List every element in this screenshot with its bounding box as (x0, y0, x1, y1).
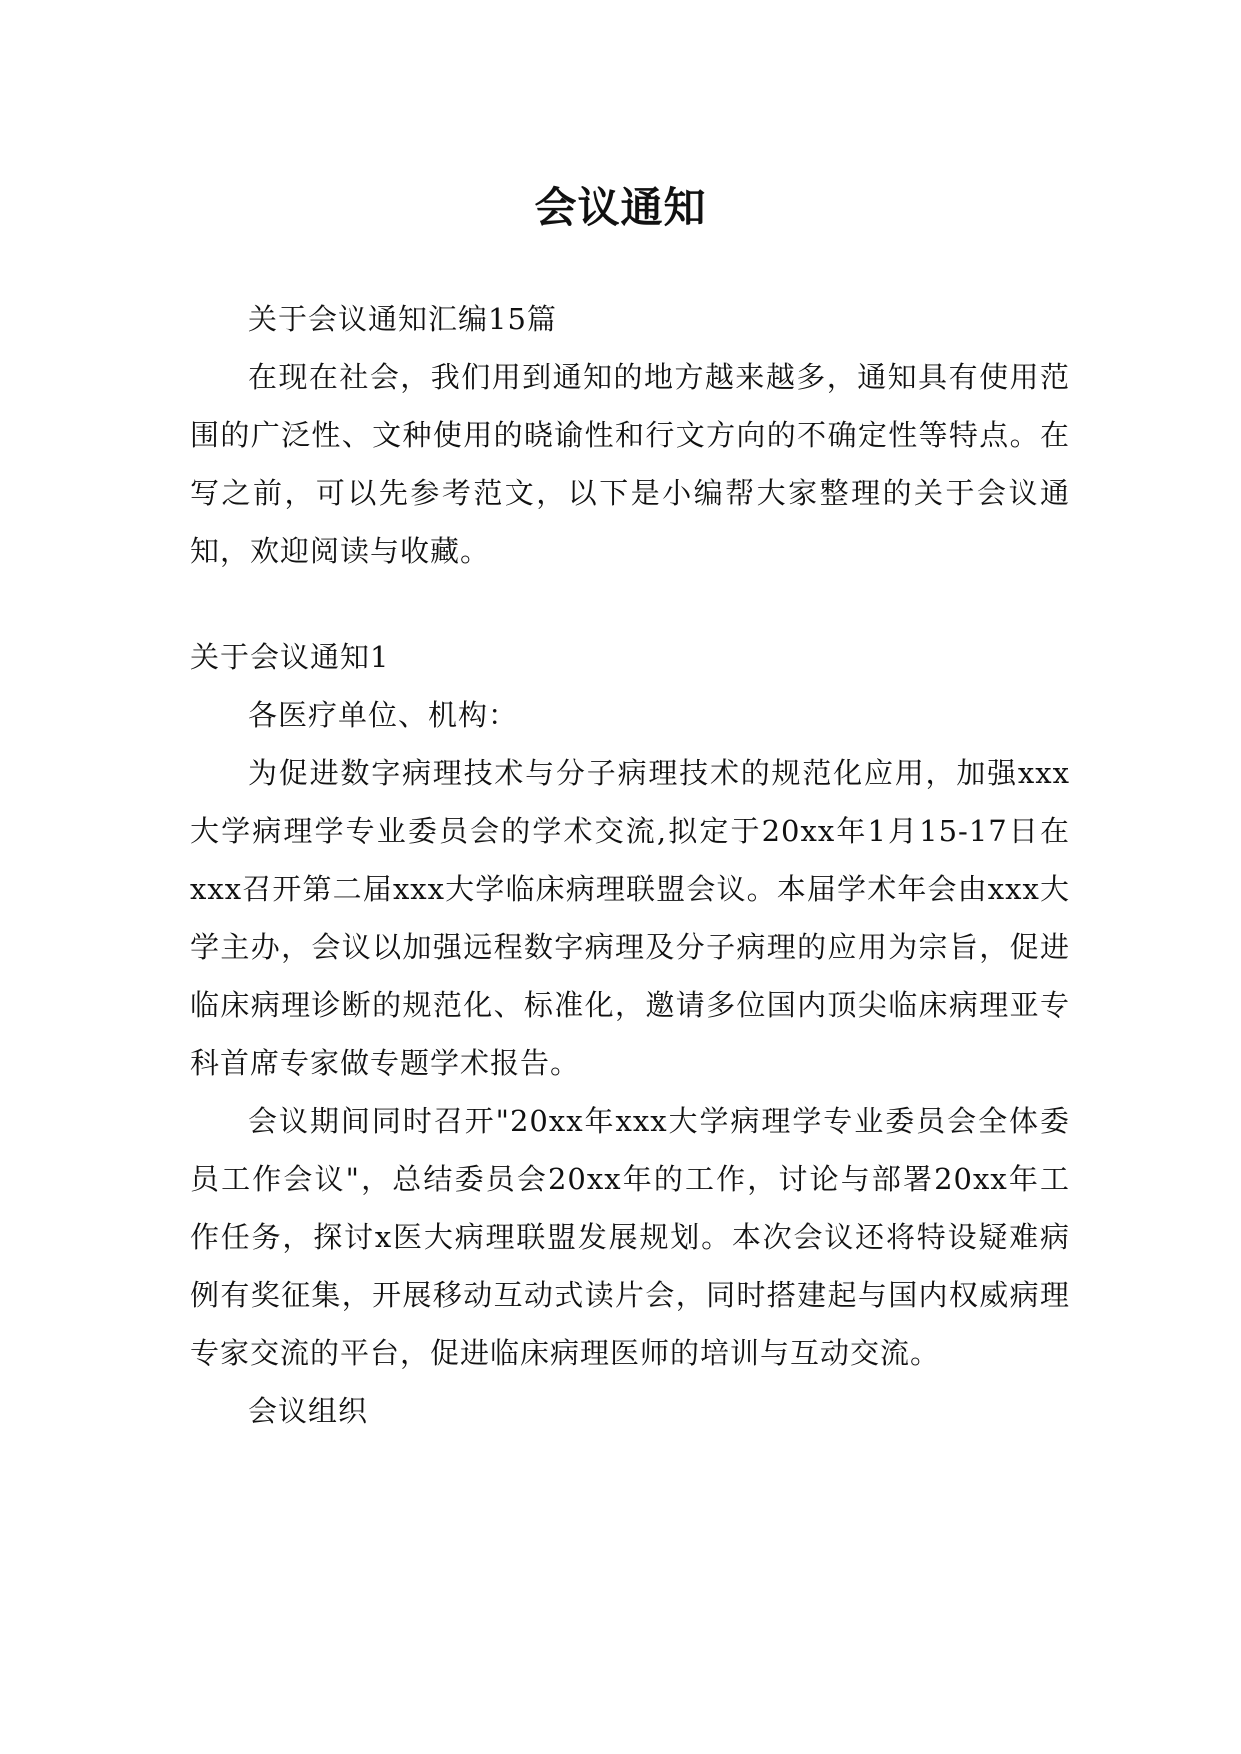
intro-paragraph: 在现在社会，我们用到通知的地方越来越多，通知具有使用范围的广泛性、文种使用的晓谕性和行文方向的不确定性等特点。在写之前，可以先参考范文，以下是小编帮大家整理的关于会议通知，欢迎阅读与收藏。 (190, 360, 1070, 568)
document-body (190, 290, 1070, 1440)
section-heading: 关于会议通知1 (190, 640, 390, 674)
body-paragraph-2: 会议期间同时召开"20xx年xxx大学病理学专业委员会全体委员工作会议"，总结委员会20xx年的工作，讨论与部署20xx年工作任务，探讨x医大病理联盟发展规划。本次会议还将特设疑难病例有奖征集，开展移动互动式读片会，同时搭建起与国内权威病理专家交流的平台，促进临床病理医师的培训与互动交流。 (190, 1104, 1070, 1370)
document-title: 会议通知 (534, 183, 707, 233)
section-subheading: 会议组织 (248, 1394, 369, 1428)
salutation: 各医疗单位、机构： (248, 698, 519, 732)
body-paragraph-1: 为促进数字病理技术与分子病理技术的规范化应用，加强xxx大学病理学专业委员会的学术交流,拟定于20xx年1月15-17日在xxx召开第二届xxx大学临床病理联盟会议。本届学术年会由xxx大学主办，会议以加强远程数字病理及分子病理的应用为宗旨，促进临床病理诊断的规范化、标准化，邀请多位国内顶尖临床病理亚专科首席专家做专题学术报告。 (190, 756, 1070, 1080)
document-subtitle: 关于会议通知汇编15篇 (248, 302, 557, 336)
